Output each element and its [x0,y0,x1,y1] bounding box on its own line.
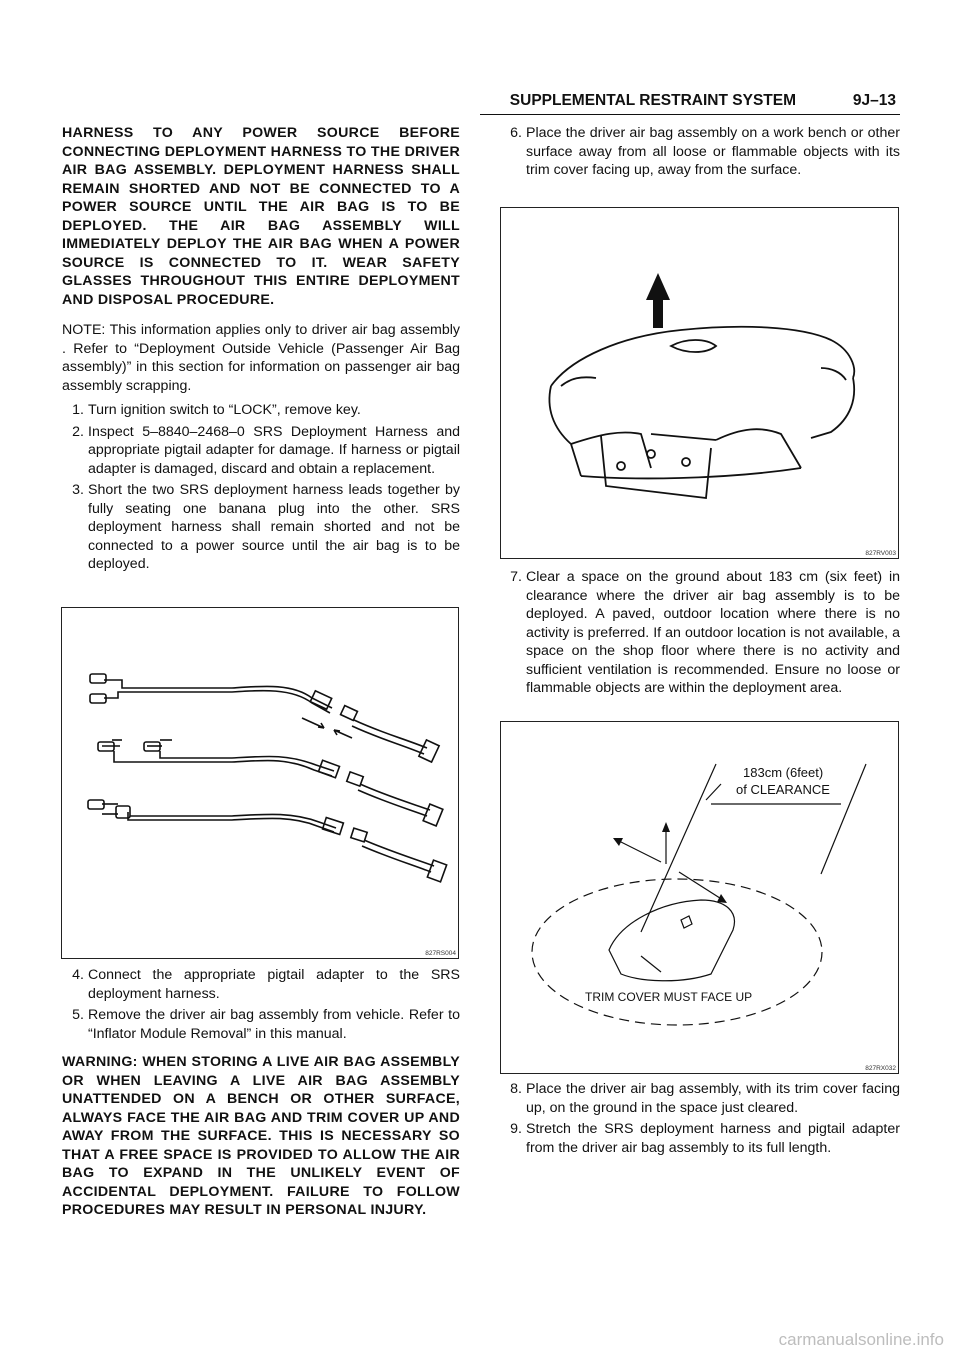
left-column-top [62,124,460,574]
step-item: 6. Place the driver air bag assembly on a work bench or other surface away from all loose or flammable objects with its trim cover facing up, away from the surface. [510,125,900,178]
figure-code: 827RV003 [865,550,896,557]
note-paragraph: NOTE: This information applies only to driver air bag assembly . Refer to “Deployment Outside Vehicle (Passenger Air Bag assembly)” in this section for information on passenger air bag assembly scrapping. [62,322,460,394]
warning-continued: HARNESS TO ANY POWER SOURCE BEFORE CONNECTING DEPLOYMENT HARNESS TO THE DRIVER AIR BAG ASSEMBLY. DEPLOYMENT HARNESS SHALL REMAIN SHORTED AND NOT BE CONNECTED TO A POWER SOURCE UNTIL THE AIR BAG IS TO BE DEPLOYED. THE AIR BAG ASSEMBLY WILL IMMEDIATELY DEPLOY THE AIR BAG WHEN A POWER SOURCE IS CONNECTED TO IT. WEAR SAFETY GLASSES THROUGHOUT THIS ENTIRE DEPLOYMENT AND DISPOSAL PROCEDURE. [62,125,460,308]
left-column-bottom [62,966,460,1220]
step-item: 8. Place the driver air bag assembly, with its trim cover facing up, on the ground in the space just cleared. [510,1081,900,1116]
right-column-top [500,124,900,180]
figure-airbag-trim-up [500,207,899,559]
page-number: 9J–13 [852,92,896,109]
right-column-bottom [500,1080,900,1157]
figure-clearance [500,721,899,1074]
clearance-label-1: 183cm (6feet) [743,765,824,780]
page-header [480,92,900,118]
right-column-middle [500,568,900,698]
figure-deployment-harness [61,607,459,959]
harness-illustration [62,608,458,958]
step-item: 2. Inspect 5–8840–2468–0 SRS Deployment Harness and appropriate pigtail adapter for damage. If harness or pigtail adapter is damaged, discard and obtain a replacement. [72,423,460,477]
section-title: SUPPLEMENTAL RESTRAINT SYSTEM [509,92,796,109]
figure-code: 827RS004 [425,950,456,957]
clearance-illustration [501,722,898,1073]
header-rule [480,114,900,115]
step-item: 5. Remove the driver air bag assembly from vehicle. Refer to “Inflator Module Removal” in this manual. [72,1007,460,1042]
step-item: 3. Short the two SRS deployment harness leads together by fully seating one banana plug into the other. SRS deployment harness shall remain shorted and not be connected to a power source until the air bag is to be deployed. [72,482,460,572]
step-item: 9. Stretch the SRS deployment harness and pigtail adapter from the driver air bag assembly to its full length. [510,1121,900,1156]
arrow-up-icon [646,273,670,328]
step-item: 1. Turn ignition switch to “LOCK”, remove key. [72,402,361,418]
step-item: 4. Connect the appropriate pigtail adapter to the SRS deployment harness. [72,967,460,1002]
trim-cover-label: TRIM COVER MUST FACE UP [585,990,753,1004]
step-item: 7. Clear a space on the ground about 183 cm (six feet) in clearance where the driver air bag assembly is to be deployed. A paved, outdoor location where there is no activity is preferred. If an outdoor location is not available, a space on the shop floor where there is no activity and sufficient ventilation is recommended. Ensure no loose or flammable objects are within the deployment area. [510,569,900,696]
steps-list-a [62,401,460,574]
footer-watermark: carmanualsonline.info [778,1330,944,1349]
clearance-label-2: of CLEARANCE [736,782,830,797]
warning-paragraph: WARNING: WHEN STORING A LIVE AIR BAG ASSEMBLY OR WHEN LEAVING A LIVE AIR BAG ASSEMBLY UNATTENDED ON A BENCH OR OTHER SURFACE, ALWAYS FACE THE AIR BAG AND TRIM COVER UP AND AWAY FROM THE SURFACE. THIS IS NECESSARY SO THAT A FREE SPACE IS PROVIDED TO ALLOW THE AIR BAG TO EXPAND IN THE UNLIKELY EVENT OF ACCIDENTAL DEPLOYMENT. FAILURE TO FOLLOW PROCEDURES MAY RESULT IN PERSONAL INJURY. [62,1054,460,1218]
figure-code: 827RX032 [865,1065,896,1072]
airbag-illustration [501,208,898,558]
